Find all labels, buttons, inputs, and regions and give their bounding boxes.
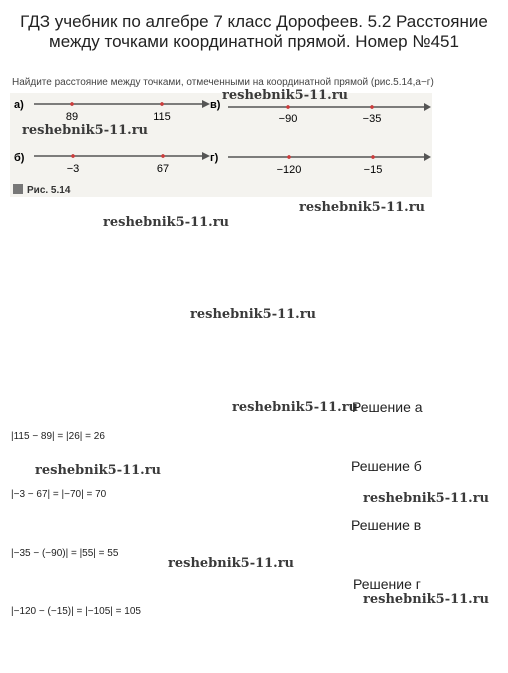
point-label-89: 89 xyxy=(65,111,79,123)
solution-formula-a: |115 − 89| = |26| = 26 xyxy=(11,431,105,442)
caption-marker xyxy=(13,184,23,194)
point-minus-3 xyxy=(71,154,75,158)
watermark-1: reshebnik5-11.ru xyxy=(222,88,349,103)
point-minus-15 xyxy=(371,155,375,159)
watermark-4: reshebnik5-11.ru xyxy=(103,215,230,230)
solution-heading-v: Решение в xyxy=(351,517,422,533)
number-line-g xyxy=(210,152,431,176)
line-label-b: б) xyxy=(14,152,25,164)
number-lines-figure xyxy=(10,93,432,197)
figure-5-14 xyxy=(10,93,432,197)
solution-heading-a: Решение а xyxy=(352,399,423,415)
point-label-minus-35: −35 xyxy=(362,113,382,125)
point-minus-120 xyxy=(287,155,291,159)
solution-heading-b: Решение б xyxy=(351,458,422,474)
watermark-8: reshebnik5-11.ru xyxy=(363,491,490,506)
point-89 xyxy=(70,102,74,106)
point-label-minus-15: −15 xyxy=(363,164,383,176)
point-minus-35 xyxy=(370,105,374,109)
point-label-minus-90: −90 xyxy=(278,113,298,125)
point-label-minus-120: −120 xyxy=(276,164,302,176)
solution-heading-g: Решение г xyxy=(353,576,421,592)
watermark-10: reshebnik5-11.ru xyxy=(363,592,490,607)
line-label-a: а) xyxy=(14,99,24,111)
solution-formula-v: |−35 − (−90)| = |55| = 55 xyxy=(11,548,119,559)
number-line-a xyxy=(14,99,210,123)
watermark-3: reshebnik5-11.ru xyxy=(299,200,426,215)
point-115 xyxy=(160,102,164,106)
number-line-b xyxy=(14,152,210,175)
point-67 xyxy=(161,154,165,158)
solution-formula-b: |−3 − 67| = |−70| = 70 xyxy=(11,489,107,500)
point-label-minus-3: −3 xyxy=(66,163,80,175)
point-minus-90 xyxy=(286,105,290,109)
watermark-7: reshebnik5-11.ru xyxy=(35,463,162,478)
point-label-115: 115 xyxy=(153,111,171,123)
figure-caption: Рис. 5.14 xyxy=(27,185,71,196)
point-label-67: 67 xyxy=(156,163,170,175)
watermark-5: reshebnik5-11.ru xyxy=(190,307,317,322)
line-label-v: в) xyxy=(210,99,221,111)
watermark-9: reshebnik5-11.ru xyxy=(168,556,295,571)
task-text: Найдите расстояние между точками, отмеченными на координатной прямой (рис.5.14,а−г) xyxy=(12,77,434,88)
solution-formula-g: |−120 − (−15)| = |−105| = 105 xyxy=(11,606,141,617)
page-title: ГДЗ учебник по алгебре 7 класс Дорофеев. 5.2 Расстояние между точками координатной прямой. Номер №451 xyxy=(20,12,488,51)
watermark-2: reshebnik5-11.ru xyxy=(22,123,149,138)
line-label-g: г) xyxy=(210,152,219,164)
watermark-6: reshebnik5-11.ru xyxy=(232,400,359,415)
